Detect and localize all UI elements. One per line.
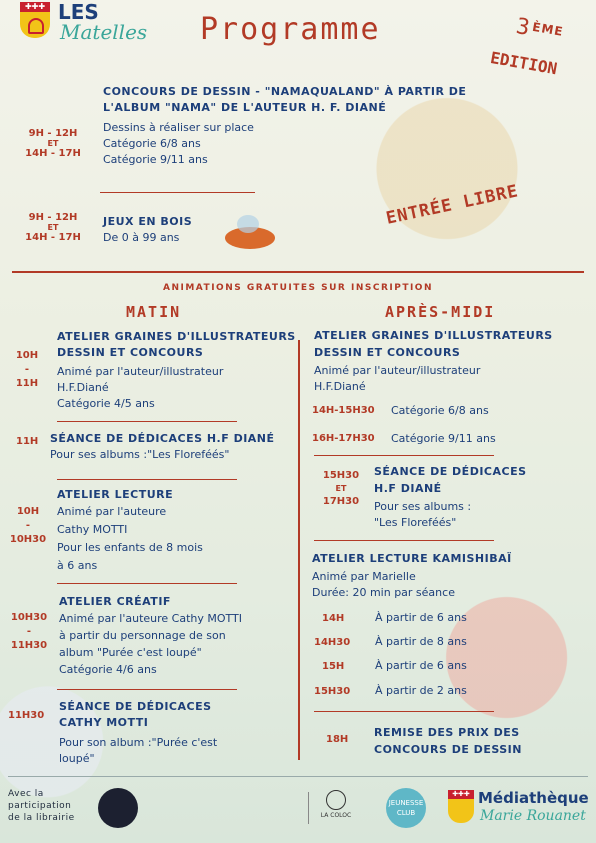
time-end: 11H30 — [10, 640, 48, 651]
apres-a3-line1: Animé par Marielle — [312, 570, 416, 583]
participation-line2: participation — [8, 801, 72, 811]
matin-a3-line4: à 6 ans — [57, 559, 98, 572]
apres-a2-line1: Pour ses albums : — [374, 500, 472, 513]
apres-a1-row1-label: Catégorie 6/8 ans — [391, 404, 489, 417]
matin-a1-line2: H.F.Diané — [57, 381, 109, 394]
apres-a4-heading2: CONCOURS DE DESSIN — [374, 743, 522, 756]
apres-a2-heading2: H.F DIANÉ — [374, 482, 442, 495]
column-divider — [298, 340, 300, 760]
apres-a1-line2: H.F.Diané — [314, 380, 366, 393]
time-start: 10H — [16, 506, 40, 517]
entree-libre: ENTRÉE LIBRE — [384, 181, 521, 229]
time-sep: - — [26, 626, 32, 637]
page-title: Programme — [200, 12, 381, 47]
apres-a4-heading1: REMISE DES PRIX DES — [374, 726, 520, 739]
matin-a5-heading1: SÉANCE DE DÉDICACES — [59, 700, 212, 713]
matin-header: MATIN — [126, 303, 182, 321]
time-end: 17H30 — [322, 496, 360, 507]
matin-a2 — [50, 431, 298, 463]
mediatheque-title: Médiathèque — [478, 789, 589, 807]
matin-a4-line3: album "Purée c'est loupé" — [59, 646, 202, 659]
apres-a3-heading: ATELIER LECTURE KAMISHIBAÏ — [312, 552, 512, 565]
block1-line2: Catégorie 6/8 ans — [103, 137, 201, 150]
time-start: 10H — [15, 350, 39, 361]
apres-a3-row2-label: À partir de 8 ans — [375, 635, 467, 648]
block1-line1: Dessins à réaliser sur place — [103, 121, 254, 134]
matin-a4-line2: à partir du personnage de son — [59, 629, 226, 642]
matin-a4-line1: Animé par l'auteure Cathy MOTTI — [59, 612, 243, 625]
time-sep: - — [25, 520, 31, 531]
matin-a5 — [59, 699, 299, 767]
main-separator — [12, 271, 584, 273]
time-and: ET — [47, 139, 59, 148]
edition-suffix: ÈME — [531, 19, 565, 39]
matin-a3 — [57, 487, 297, 575]
block2-heading: JEUX EN BOIS — [103, 215, 193, 228]
apres-a3-line2: Durée: 20 min par séance — [312, 586, 455, 599]
participation-line1: Avec la — [8, 789, 44, 799]
apres-a3-row2-time: 14H30 — [314, 637, 351, 648]
participation-text — [8, 788, 75, 824]
participation-line3: de la librairie — [8, 813, 75, 823]
footer-line — [8, 776, 588, 777]
brand-top: LES — [58, 0, 99, 24]
matin-a4-times — [8, 611, 50, 653]
time-start: 10H30 — [10, 612, 48, 623]
matin-a4-line4: Catégorie 4/6 ans — [59, 663, 157, 676]
jeunesse-label: JEUNESSE CLUB — [388, 799, 424, 817]
time-end: 11H — [15, 378, 39, 389]
apres-a1-heading1: ATELIER GRAINES D'ILLUSTRATEURS — [314, 329, 553, 342]
matin-a1 — [57, 329, 297, 412]
matin-a4 — [59, 594, 299, 678]
apres-a1 — [314, 327, 584, 395]
matin-a5-line1: Pour son album :"Purée c'est — [59, 736, 218, 749]
matin-a3-line2: Cathy MOTTI — [57, 523, 128, 536]
block2-line: De 0 à 99 ans — [103, 231, 180, 244]
footer-separator — [308, 792, 309, 824]
coloc-label: LA COLOC — [320, 812, 352, 819]
apres-a4 — [374, 724, 584, 758]
divider — [314, 711, 494, 712]
matin-a1-heading2: DESSIN ET CONCOURS — [57, 346, 204, 359]
divider — [100, 192, 255, 193]
section-title: ANIMATIONS GRATUITES SUR INSCRIPTION — [162, 283, 433, 293]
librairie-logo — [98, 788, 138, 828]
apres-a3-row1-label: À partir de 6 ans — [375, 611, 467, 624]
bee-illustration — [215, 215, 285, 255]
matin-a5-time: 11H30 — [8, 710, 45, 721]
mediatheque-subtitle: Marie Rouanet — [480, 808, 586, 824]
matin-a4-heading: ATELIER CRÉATIF — [59, 595, 171, 608]
edition-badge — [483, 10, 594, 96]
block1-content — [103, 84, 483, 168]
time-start: 15H30 — [322, 470, 360, 481]
matin-a3-times — [8, 505, 48, 547]
apres-a2-times — [318, 469, 364, 509]
apres-a2-line2: "Les Floreféés" — [374, 516, 457, 529]
apres-a1-row1-time: 14H-15H30 — [312, 405, 375, 416]
divider — [314, 540, 494, 541]
time-sep: - — [24, 364, 30, 375]
apres-a1-row2-label: Catégorie 9/11 ans — [391, 432, 496, 445]
apres-a3-row4-label: À partir de 2 ans — [375, 684, 467, 697]
time-end: 14H - 17H — [25, 148, 81, 159]
apres-a2 — [374, 463, 584, 531]
block1-line3: Catégorie 9/11 ans — [103, 153, 208, 166]
block2-times — [18, 212, 88, 244]
apres-a1-row2-time: 16H-17H30 — [312, 433, 375, 444]
coat-of-arms-icon: ✚✚✚ — [20, 2, 50, 42]
edition-number: 3 — [514, 14, 532, 41]
matin-a3-line3: Pour les enfants de 8 mois — [57, 541, 203, 554]
apres-a1-heading2: DESSIN ET CONCOURS — [314, 346, 461, 359]
apres-a3-row3-label: À partir de 6 ans — [375, 659, 467, 672]
apres-a2-heading1: SÉANCE DE DÉDICACES — [374, 465, 527, 478]
divider — [57, 689, 237, 690]
apres-a1-line1: Animé par l'auteur/illustrateur — [314, 364, 481, 377]
divider — [57, 421, 237, 422]
matin-a3-heading: ATELIER LECTURE — [57, 488, 174, 501]
apres-a3 — [312, 551, 582, 601]
time-and: ET — [335, 484, 347, 493]
time-end: 14H - 17H — [25, 232, 81, 243]
apres-a3-row3-time: 15H — [322, 661, 345, 672]
block1-times — [18, 128, 88, 160]
matin-a1-line3: Catégorie 4/5 ans — [57, 397, 155, 410]
matin-a1-times — [12, 349, 42, 391]
apres-a3-row4-time: 15H30 — [314, 686, 351, 697]
divider — [314, 455, 494, 456]
matin-a2-time: 11H — [16, 436, 39, 447]
apres-midi-header: APRÈS-MIDI — [385, 303, 496, 321]
apres-a3-row1-time: 14H — [322, 613, 345, 624]
block2-content — [103, 214, 192, 246]
time-start: 9H - 12H — [28, 212, 78, 223]
time-end: 10H30 — [9, 534, 47, 545]
matin-a1-heading1: ATELIER GRAINES D'ILLUSTRATEURS — [57, 330, 296, 343]
coloc-logo — [316, 790, 356, 826]
matin-a5-heading2: CATHY MOTTI — [59, 716, 149, 729]
block1-heading-line1: CONCOURS DE DESSIN - "NAMAQUALAND" À PARTIR DE — [103, 85, 467, 98]
matin-a2-line: Pour ses albums :"Les Floreféés" — [50, 448, 230, 461]
divider — [57, 583, 237, 584]
brand-bottom: Matelles — [60, 20, 148, 44]
mediatheque-crest-icon: ✚✚✚ — [448, 790, 474, 826]
block1-heading-line2: L'ALBUM "NAMA" DE L'AUTEUR H. F. DIANÉ — [103, 101, 387, 114]
matin-a2-heading: SÉANCE DE DÉDICACES H.F DIANÉ — [50, 432, 275, 445]
matin-a3-line1: Animé par l'auteure — [57, 505, 167, 518]
apres-a4-time: 18H — [326, 734, 349, 745]
time-and: ET — [47, 223, 59, 232]
logo-les-matelles — [20, 2, 155, 47]
edition-word: EDITION — [488, 47, 559, 79]
time-start: 9H - 12H — [28, 128, 78, 139]
matin-a5-line2: loupé" — [59, 752, 95, 765]
jeunesse-logo — [386, 788, 426, 828]
matin-a1-line1: Animé par l'auteur/illustrateur — [57, 365, 224, 378]
divider — [57, 479, 237, 480]
